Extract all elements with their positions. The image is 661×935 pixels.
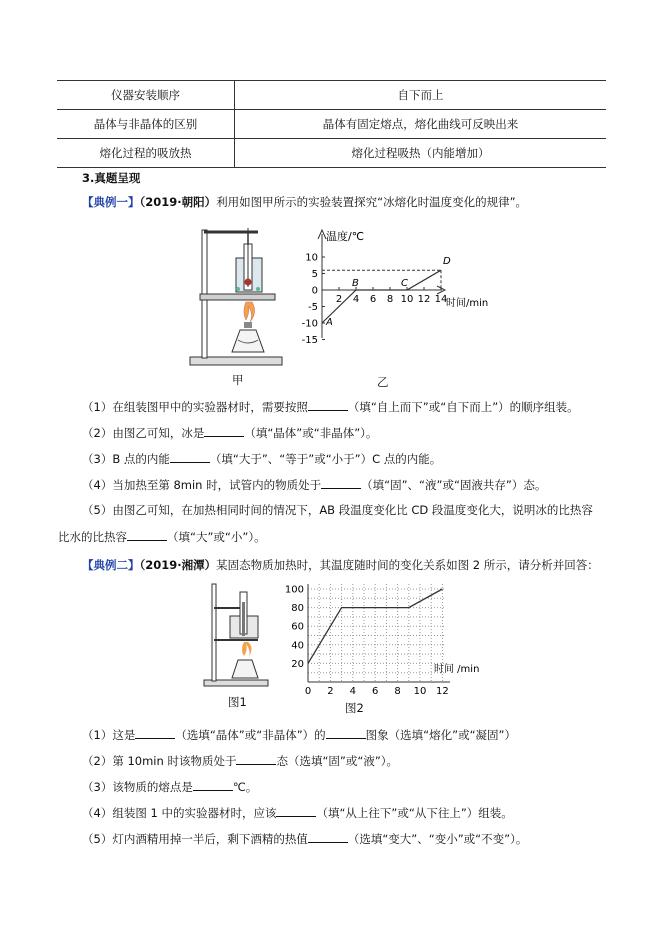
table-cell-key: 仪器安装顺序 (57, 81, 235, 110)
y-tick-label: 0 (311, 285, 318, 297)
x-tick-label: 4 (352, 294, 360, 305)
x-tick-label: 6 (369, 294, 377, 305)
x-tick-label: 12 (417, 294, 431, 305)
y-tick-label: 80 (291, 603, 304, 615)
point-label: A (326, 317, 333, 328)
ex1-question-5-cont: 比水的比热容 （填“大”或“小”）。 (58, 530, 266, 544)
point-label: B (352, 278, 359, 289)
table-row (57, 139, 606, 168)
chart-fig2 (284, 580, 488, 700)
x-tick-label: 14 (434, 294, 448, 305)
y-tick-label: 20 (291, 658, 304, 670)
x-tick-label: 6 (372, 686, 379, 697)
example1-stem (82, 194, 527, 210)
table-row (57, 110, 606, 139)
table-cell-value: 熔化过程吸热（内能增加） (235, 139, 607, 168)
y-tick-label: 100 (284, 584, 304, 596)
x-axis-label: 时间 /min (434, 664, 480, 675)
example1-source: （2019·朝阳） (139, 195, 217, 209)
example1-tag: 【典例一】 (82, 195, 140, 209)
y-tick-label: -15 (301, 335, 318, 346)
ex1-question-2: （2）由图乙可知，冰是 （填“晶体”或“非晶体”）。 (82, 426, 378, 440)
y-tick-label: 40 (291, 640, 304, 652)
x-tick-label: 2 (335, 294, 343, 305)
chart-yi (298, 222, 498, 350)
figure-2-label: 图2 (345, 701, 364, 715)
y-tick-label: -10 (301, 318, 318, 330)
x-tick-label: 4 (349, 686, 356, 697)
x-tick-label: 12 (436, 686, 449, 697)
y-axis-label: 温度/℃ (326, 230, 365, 243)
ex2-question-2: （2）第 10min 时该物质处于 态（选填“固”或“液”）。 (82, 754, 399, 768)
example2-text: 某固态物质加热时，其温度随时间的变化关系如图 2 所示，请分析并回答： (216, 558, 599, 572)
figure-yi-label: 乙 (377, 375, 389, 389)
x-axis-label: 时间/min (446, 298, 489, 309)
point-label: D (443, 256, 451, 268)
ex1-question-4: （4）当加热至第 8min 时，试管内的物质处于 （填“固”、“液”或“固液共存”）态。 (82, 478, 547, 492)
ex2-question-5: （5）灯内酒精用掉一半后，剩下酒精的热值 （选填“变大”、“变小”或“不变”）。 (82, 832, 528, 846)
table-cell-value: 晶体有固定熔点，熔化曲线可反映出来 (235, 110, 607, 139)
example2-source: （2019·湘潭） (139, 558, 217, 572)
figure-1-label: 图1 (228, 695, 247, 709)
example1-text: 利用如图甲所示的实验装置探究“冰熔化时温度变化的规律”。 (216, 195, 528, 209)
table-cell-key: 晶体与非晶体的区别 (57, 110, 235, 139)
x-tick-label: 8 (386, 294, 394, 305)
table-cell-key: 熔化过程的吸放热 (57, 139, 235, 168)
example2-stem (82, 557, 599, 573)
section-title: 3.真题呈现 (82, 171, 141, 185)
example2-tag: 【典例二】 (82, 558, 140, 572)
ex2-question-4: （4）组装图 1 中的实验器材时，应该 （填“从上往下”或“从下往上”）组装。 (82, 806, 513, 820)
ex2-question-3: （3）该物质的熔点是 ℃。 (82, 780, 258, 794)
apparatus-jia-figure (188, 222, 284, 370)
point-label: C (401, 278, 408, 289)
x-tick-label: 10 (413, 686, 427, 697)
y-tick-label: -5 (308, 302, 318, 313)
ex1-question-3: （3）B 点的内能 （填“大于”、“等于”或“小于”）C 点的内能。 (82, 452, 442, 466)
y-tick-label: 60 (291, 621, 304, 633)
table-cell-value: 自下而上 (235, 81, 607, 110)
x-tick-label: 0 (304, 686, 312, 697)
figure-jia-label: 甲 (232, 373, 244, 387)
table-row (57, 81, 606, 110)
y-tick-label: 10 (305, 252, 318, 264)
x-tick-label: 8 (394, 686, 401, 697)
ex2-question-1: （1）这是 （选填“晶体”或“非晶体”）的 图象（选填“熔化”或“凝固”） (82, 728, 517, 742)
apparatus-fig1 (200, 580, 274, 692)
x-tick-label: 10 (400, 294, 414, 305)
y-tick-label: 5 (311, 269, 318, 280)
summary-table (57, 80, 606, 168)
ex1-question-5: （5）由图乙可知，在加热相同时间的情况下，AB 段温度变化比 CD 段温度变化大，说明冰的比热容 (82, 503, 593, 517)
ex1-question-1: （1）在组装图甲中的实验器材时，需要按照 （填“自上而下”或“自下而上”）的顺序组装。 (82, 400, 579, 414)
x-tick-label: 2 (327, 686, 334, 697)
